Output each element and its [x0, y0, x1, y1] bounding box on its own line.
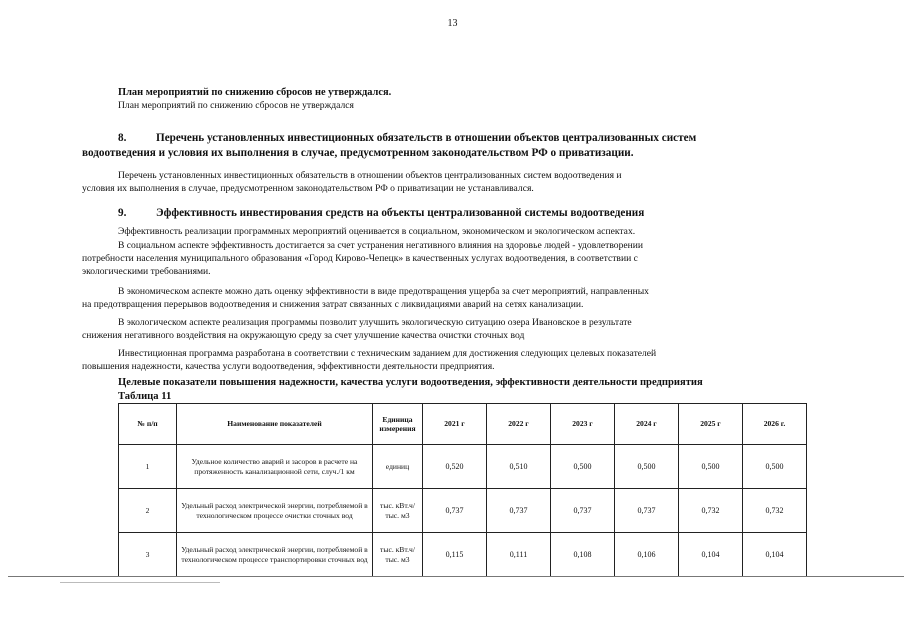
header-unit [373, 404, 423, 445]
header-2025: 2025 г [679, 404, 743, 445]
scan-page-edge-line [8, 576, 904, 577]
cell-2025: 0,732 [679, 489, 743, 533]
header-2026: 2026 г. [743, 404, 807, 445]
table-row [119, 445, 807, 489]
section-9-p5-line1: Инвестиционная программа разработана в соответствии с техническим заданием для достижения следующих целевых показателей [118, 348, 657, 359]
cell-2021: 0,520 [423, 445, 487, 489]
cell-2022: 0,737 [487, 489, 551, 533]
cell-2026: 0,104 [743, 533, 807, 577]
cell-num: 1 [119, 445, 177, 489]
section-9-p2-line1: В социальном аспекте эффективность достигается за счет устранения негативного влияния на здоровье людей - удовлетворении [118, 240, 644, 251]
cell-2024: 0,737 [615, 489, 679, 533]
table-row [119, 489, 807, 533]
table-label: Таблица 11 [118, 391, 172, 402]
section-9-p2-line2: потребности населения муниципального образования «Город Кирово-Чепецк» в качественных услугах водоотведения, в соответствии с [82, 253, 638, 264]
cell-unit: единиц [373, 445, 423, 489]
cell-2023: 0,500 [551, 445, 615, 489]
intro-bold-line: План мероприятий по снижению сбросов не утверждался. [118, 87, 392, 98]
cell-2025: 0,104 [679, 533, 743, 577]
section-8-title-line1: Перечень установленных инвестиционных обязательств в отношении объектов централизованных систем [156, 132, 697, 144]
section-9-p1: Эффективность реализации программных мероприятий оценивается в социальном, экономическом и экологическом аспектах. [118, 226, 636, 237]
section-9-p4-line2: снижения негативного воздействия на окружающую среду за счет улучшение качества очистки сточных вод [82, 330, 525, 341]
cell-unit: тыс. кВт.ч/тыс. м3 [373, 533, 423, 577]
header-2022: 2022 г [487, 404, 551, 445]
section-8-body-line2: условия их выполнения в случае, предусмотренном законодательством РФ о приватизации не устанавливался. [82, 183, 534, 194]
table-caption: Целевые показатели повышения надежности, качества услуги водоотведения, эффективности деятельности предприятия [118, 377, 703, 388]
cell-2021: 0,737 [423, 489, 487, 533]
header-num: № п/п [119, 404, 177, 445]
cell-2022: 0,111 [487, 533, 551, 577]
cell-2022: 0,510 [487, 445, 551, 489]
header-unit-line1: Единица [382, 414, 413, 424]
section-9-p4-line1: В экологическом аспекте реализация программы позволит улучшить экологическую ситуацию озера Ивановское в результате [118, 317, 632, 328]
section-9-p2-line3: экологическими требованиями. [82, 266, 211, 277]
section-8-number: 8. [118, 132, 127, 144]
cell-2025: 0,500 [679, 445, 743, 489]
header-2024: 2024 г [615, 404, 679, 445]
scan-artifact-line [60, 582, 220, 583]
section-9-title: Эффективность инвестирования средств на объекты централизованной системы водоотведения [156, 207, 645, 219]
cell-name: Удельный расход электрической энергии, потребляемой в технологическом процессе очистки сточных вод [177, 489, 373, 533]
cell-2024: 0,500 [615, 445, 679, 489]
section-9-p5-line2: повышения надежности, качества услуги водоотведения, эффективности деятельности предприятия. [82, 361, 495, 372]
cell-name: Удельный расход электрической энергии, потребляемой в технологическом процессе транспортировки сточных вод [177, 533, 373, 577]
cell-name: Удельное количество аварий и засоров в расчете на протяженность канализационной сети, случ./1 км [177, 445, 373, 489]
header-2023: 2023 г [551, 404, 615, 445]
cell-unit: тыс. кВт.ч/тыс. м3 [373, 489, 423, 533]
header-2021: 2021 г [423, 404, 487, 445]
section-8-heading [118, 131, 696, 146]
intro-normal-line: План мероприятий по снижению сбросов не утверждался [118, 100, 354, 111]
section-9-p3-line1: В экономическом аспекте можно дать оценку эффективности в виде предотвращения ущерба за счет мероприятий, направленных [118, 286, 649, 297]
section-9-p3-line2: на предотвращения перерывов водоотведения и снижения затрат связанных с ликвидациями аварий на сетях канализации. [82, 299, 584, 310]
indicators-table [118, 403, 807, 577]
cell-2023: 0,108 [551, 533, 615, 577]
page-number: 13 [447, 18, 458, 29]
cell-2026: 0,500 [743, 445, 807, 489]
section-8-body-line1: Перечень установленных инвестиционных обязательств в отношении объектов централизованных систем водоотведения и [118, 170, 622, 181]
cell-2026: 0,732 [743, 489, 807, 533]
header-name: Наименование показателей [177, 404, 373, 445]
header-unit-line2: измерения [379, 424, 416, 433]
cell-num: 2 [119, 489, 177, 533]
section-9-heading [118, 206, 644, 221]
table-header-row [119, 404, 807, 445]
cell-2021: 0,115 [423, 533, 487, 577]
cell-2023: 0,737 [551, 489, 615, 533]
cell-2024: 0,106 [615, 533, 679, 577]
cell-num: 3 [119, 533, 177, 577]
table-row [119, 533, 807, 577]
section-9-number: 9. [118, 207, 127, 219]
section-8-title-line2: водоотведения и условия их выполнения в случае, предусмотренном законодательством РФ о приватизации. [82, 147, 634, 159]
